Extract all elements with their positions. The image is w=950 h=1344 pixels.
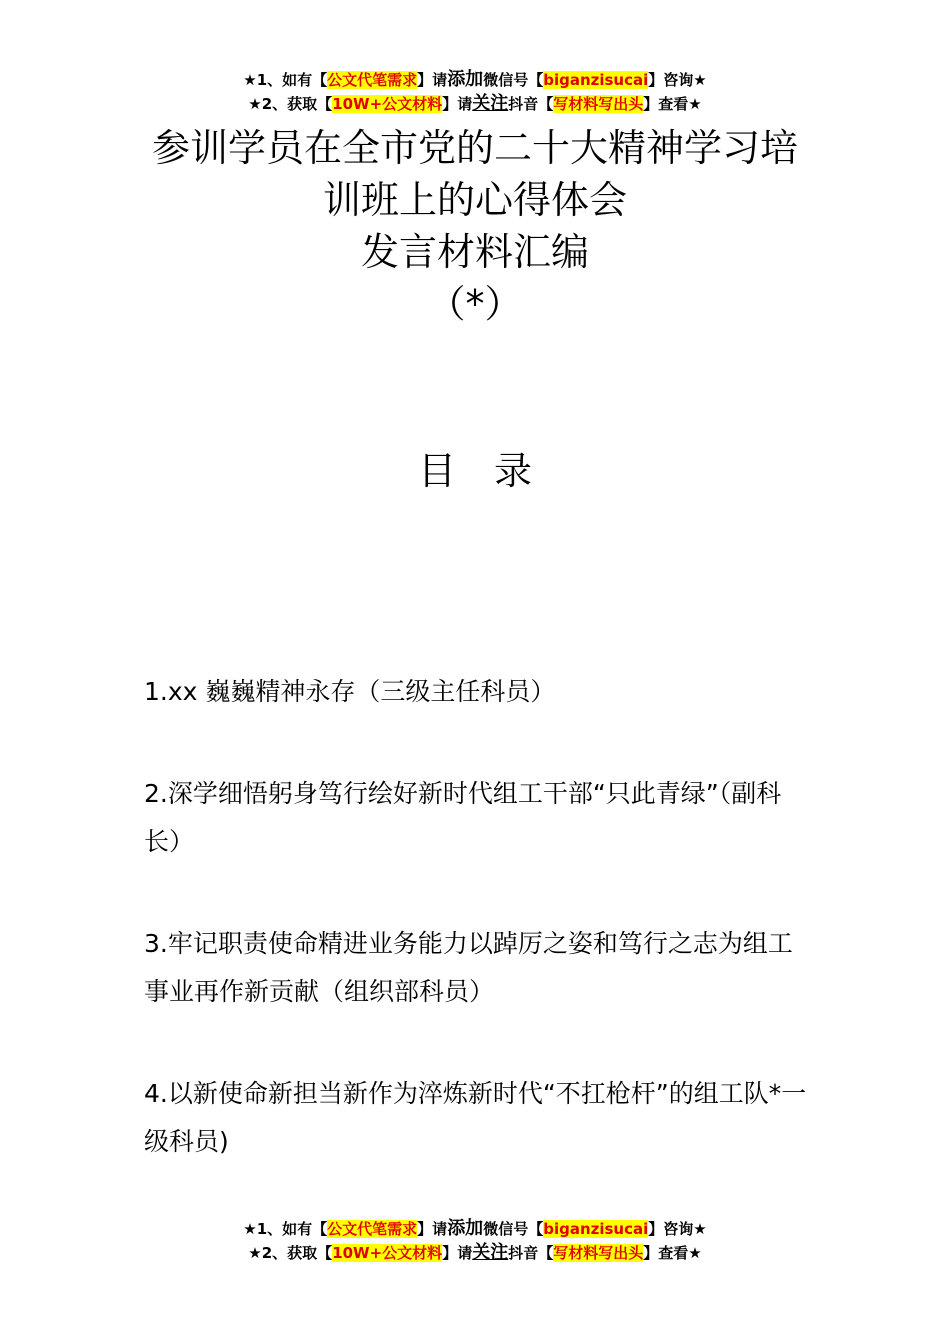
banner-line-1	[0, 1217, 950, 1241]
banner-text: 】请	[417, 71, 448, 89]
banner-highlight: 10W+公文材料	[332, 1244, 443, 1262]
document-title	[0, 122, 950, 330]
toc-item: 4.以新使命新担当新作为淬炼新时代“不扛枪杆”的组工队*一级科员)	[144, 1079, 807, 1156]
banner-highlight: 10W+公文材料	[332, 95, 443, 113]
toc-item: 2.深学细悟躬身笃行绘好新时代组工干部“只此青绿”（副科长）	[144, 779, 782, 856]
toc-heading: 目录	[417, 449, 570, 493]
banner-emphasis: 添加	[447, 69, 484, 90]
banner-text: 】咨询★	[648, 71, 707, 89]
banner-text: ★2、获取【	[248, 1244, 333, 1262]
banner-text: 】请	[442, 95, 473, 113]
banner-text: 】请	[442, 1244, 473, 1262]
banner-emphasis: 关注	[472, 93, 509, 114]
banner-text: 】咨询★	[648, 1220, 707, 1238]
bottom-banner	[0, 1217, 950, 1265]
banner-text: 】查看★	[643, 1244, 702, 1262]
banner-line-1	[0, 68, 950, 92]
banner-highlight: biganzisucai	[543, 1220, 649, 1238]
banner-emphasis: 添加	[447, 1218, 484, 1239]
banner-text: 】查看★	[643, 95, 702, 113]
toc-item: 1.xx 巍巍精神永存（三级主任科员）	[144, 677, 556, 706]
banner-text: 微信号【	[483, 71, 544, 89]
title-line-2: 训班上的心得体会	[322, 178, 627, 222]
title-line-1: 参训学员在全市党的二十大精神学习培	[151, 126, 798, 170]
banner-line-2	[0, 92, 950, 116]
banner-highlight: 写材料写出头	[553, 1244, 644, 1262]
banner-emphasis: 关注	[472, 1242, 509, 1263]
banner-text: ★2、获取【	[248, 95, 333, 113]
banner-text: ★1、如有【	[243, 1220, 328, 1238]
banner-highlight: 公文代笔需求	[327, 1220, 418, 1238]
title-line-4: （*）	[427, 282, 523, 326]
banner-text: 微信号【	[483, 1220, 544, 1238]
banner-text: 】请	[417, 1220, 448, 1238]
banner-highlight: 写材料写出头	[553, 95, 644, 113]
banner-text: 抖音【	[508, 1244, 554, 1262]
banner-highlight: biganzisucai	[543, 71, 649, 89]
banner-text: ★1、如有【	[243, 71, 328, 89]
banner-line-2	[0, 1241, 950, 1265]
title-line-3: 发言材料汇编	[360, 230, 589, 274]
banner-highlight: 公文代笔需求	[327, 71, 418, 89]
toc-item: 3.牢记职责使命精进业务能力以踔厉之姿和笃行之志为组工事业再作新贡献（组织部科员）	[144, 929, 793, 1006]
table-of-contents	[144, 668, 809, 1220]
banner-text: 抖音【	[508, 95, 554, 113]
top-banner	[0, 68, 950, 116]
